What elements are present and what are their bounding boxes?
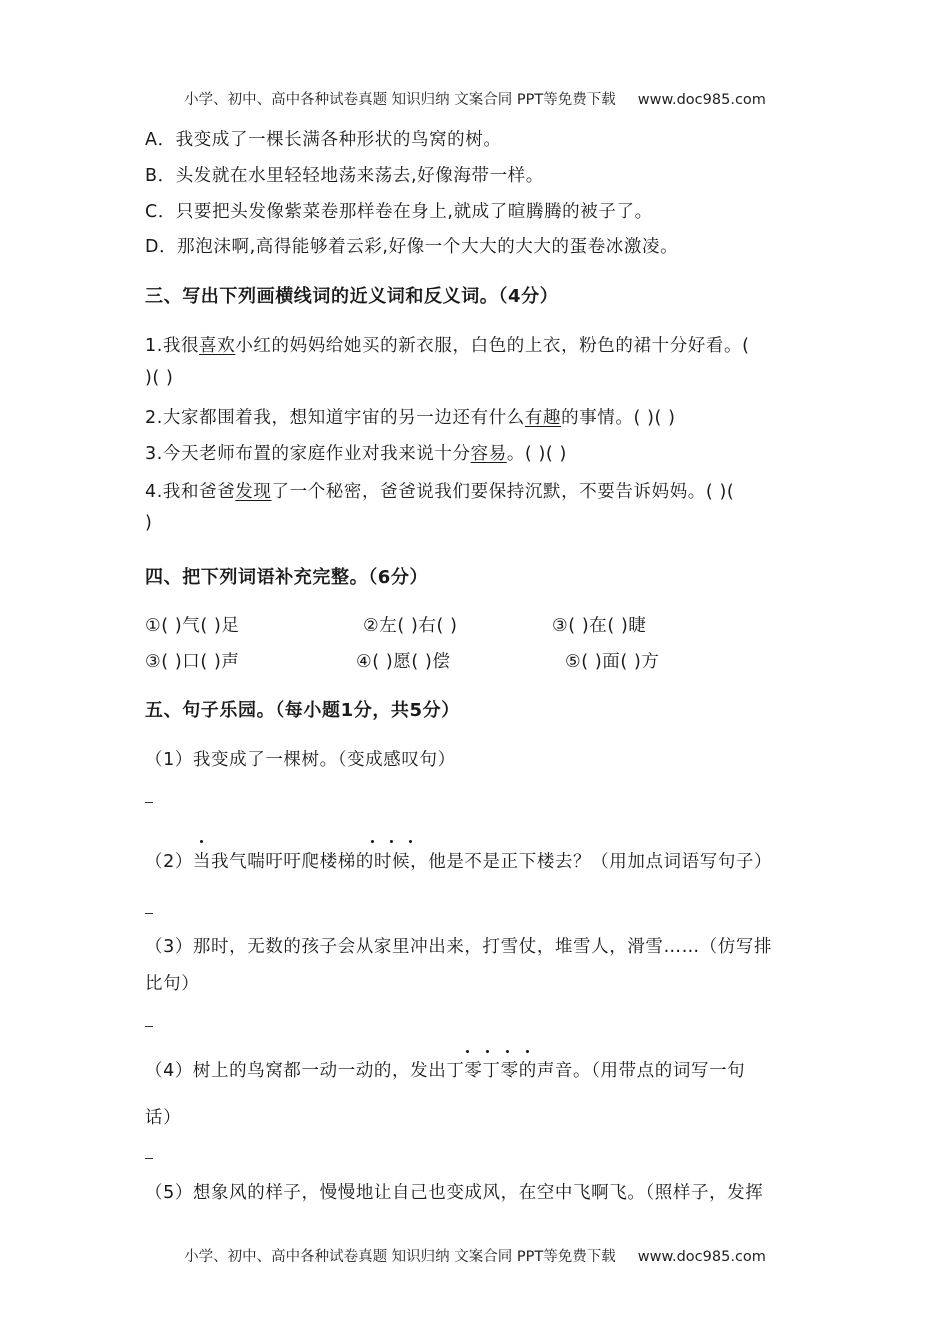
s4-r1-item-2: ②左( )右( ) <box>363 616 458 636</box>
answer-line-1 <box>145 802 153 803</box>
s3-q1-word: 喜欢 <box>199 336 236 356</box>
answer-line-2 <box>145 913 153 914</box>
s3-q2-post: 的事情。( )( ) <box>561 408 676 428</box>
s3-q3-word: 容易 <box>470 444 507 464</box>
s5-question-3: （3）那时，无数的孩子会从家里冲出来，打雪仗，堆雪人，滑雪……（仿写排 <box>145 937 773 957</box>
s4-r2-item-2: ④( )愿( )偿 <box>356 652 451 672</box>
s3-question-1 <box>145 332 750 357</box>
s3-q4-word: 发现 <box>235 482 272 502</box>
s4-r2-item-3: ⑤( )面( )方 <box>565 652 660 672</box>
s3-question-4 <box>145 478 734 503</box>
s3-q1-post: 小红的妈妈给她买的新衣服，白色的上衣，粉色的裙十分好看。( <box>235 336 750 356</box>
s3-q4-continuation: ) <box>145 513 153 533</box>
emphasis-dot <box>200 840 203 843</box>
emphasis-dot <box>526 1050 529 1053</box>
s3-q4-post: 了一个秘密，爸爸说我们要保持沉默，不要告诉妈妈。( )( <box>271 482 735 502</box>
header-site: www.doc985.com <box>637 92 766 108</box>
option-d: D．那泡沫啊,高得能够着云彩,好像一个大大的大大的蛋卷冰激凌。 <box>145 237 679 257</box>
s3-q1-pre: 1.我很 <box>145 336 200 356</box>
s4-r2-item-1: ③( )口( )声 <box>145 652 240 672</box>
s3-q4-pre: 4.我和爸爸 <box>145 482 236 502</box>
s3-question-3 <box>145 440 567 465</box>
s3-q1-continuation: )( ) <box>145 368 174 388</box>
s5-question-3-cont: 比句） <box>145 974 200 994</box>
emphasis-dot <box>409 840 412 843</box>
emphasis-dot <box>506 1050 509 1053</box>
s4-r1-item-3: ③( )在( )睫 <box>552 616 647 636</box>
s3-q2-word: 有趣 <box>524 408 562 428</box>
page-header <box>0 88 950 109</box>
s3-q3-pre: 3.今天老师布置的家庭作业对我来说十分 <box>145 444 471 464</box>
option-b: B．头发就在水里轻轻地荡来荡去,好像海带一样。 <box>145 166 544 186</box>
section-5-title: 五、句子乐园。（每小题1分，共5分） <box>145 700 460 721</box>
s5-question-1: （1）我变成了一棵树。（变成感叹句） <box>145 750 456 770</box>
footer-site: www.doc985.com <box>637 1249 766 1265</box>
answer-line-4 <box>145 1158 153 1159</box>
s3-q2-pre: 2.大家都围着我，想知道宇宙的另一边还有什么 <box>145 408 525 428</box>
emphasis-dot <box>371 840 374 843</box>
section-4-title: 四、把下列词语补充完整。（6分） <box>145 567 429 588</box>
footer-text: 小学、初中、高中各种试卷真题 知识归纳 文案合同 PPT等免费下载 <box>184 1249 616 1265</box>
emphasis-dot <box>466 1050 469 1053</box>
header-text: 小学、初中、高中各种试卷真题 知识归纳 文案合同 PPT等免费下载 <box>184 92 616 108</box>
emphasis-dot <box>486 1050 489 1053</box>
s5-question-2: （2）当我气喘吁吁爬楼梯的时候，他是不是正下楼去？（用加点词语写句子） <box>145 852 773 872</box>
s5-question-4-cont: 话） <box>145 1108 182 1128</box>
option-a: A．我变成了一棵长满各种形状的鸟窝的树。 <box>145 130 502 150</box>
s5-question-5: （5）想象风的样子，慢慢地让自己也变成风，在空中飞啊飞。（照样子，发挥 <box>145 1183 764 1203</box>
page-footer <box>0 1245 950 1266</box>
s3-q3-post: 。( )( ) <box>506 444 567 464</box>
answer-line-3 <box>145 1026 153 1027</box>
s3-question-2 <box>145 404 676 429</box>
section-3-title: 三、写出下列画横线词的近义词和反义词。（4分） <box>145 286 559 307</box>
option-c: C．只要把头发像紫菜卷那样卷在身上,就成了暄腾腾的被子了。 <box>145 202 653 222</box>
s5-question-4: （4）树上的鸟窝都一动一动的，发出丁零丁零的声音。（用带点的词写一句 <box>145 1061 746 1081</box>
s4-r1-item-1: ①( )气( )足 <box>145 616 240 636</box>
emphasis-dot <box>390 840 393 843</box>
